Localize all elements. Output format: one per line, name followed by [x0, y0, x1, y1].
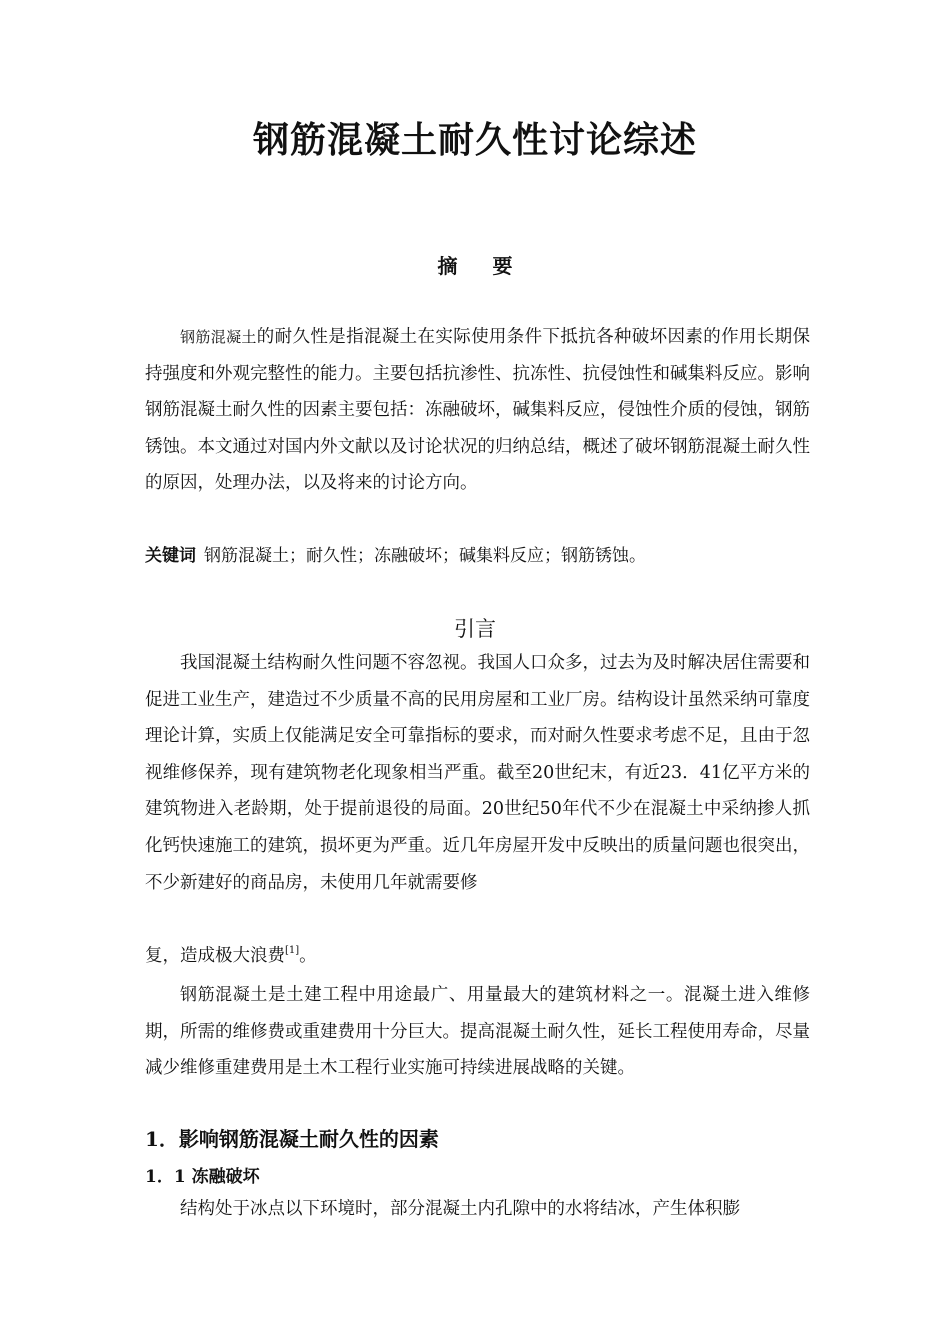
- citation-ref: [1]: [285, 945, 300, 956]
- intro-para2-text: 是土建工程中用途最广、用量最大的建筑材料之一。混凝土进入维修期，所需的维修费或重建费用十分巨大。提高混凝土耐久性，延长工程使用寿命，尽量减少维修重建费用是土木工程行业实施可持续进展战略的关键。: [145, 985, 811, 1079]
- abstract-paragraph: [145, 319, 810, 502]
- intro-paragraph-2: [145, 977, 810, 1087]
- section-1-1-heading: 1．1 冻融破坏: [145, 1167, 260, 1187]
- intro-tail-end: 。: [299, 946, 317, 966]
- section-1-heading: 1．影响钢筋混凝土耐久性的因素: [145, 1127, 439, 1151]
- intro-tail-line: [145, 942, 317, 967]
- abstract-text: 的耐久性是指混凝土在实际使用条件下抵抗各种破坏因素的作用长期保持强度和外观完整性的能力。主要包括抗渗性、抗冻性、抗侵蚀性和碱集料反应。影响钢筋混凝土耐久性的因素主要包括：冻融破坏，碱集料反应，侵蚀性介质的侵蚀，钢筋锈蚀。本文通过对国内外文献以及讨论状况的归纳总结，概述了破坏钢筋混凝土耐久性的原因，处理办法，以及将来的讨论方向。: [145, 327, 810, 494]
- keywords-line: [145, 541, 810, 566]
- section-1-1-paragraph: 结构处于冰点以下环境时，部分混凝土内孔隙中的水将结冰，产生体积膨: [180, 1199, 740, 1219]
- abstract-heading: 摘 要: [437, 254, 513, 278]
- document-title: 钢筋混凝土耐久性讨论综述: [252, 119, 697, 161]
- intro-paragraph-1: 我国混凝土结构耐久性问题不容忽视。我国人口众多，过去为及时解决居住需要和促进工业生产，建造过不少质量不高的民用房屋和工业厂房。结构设计虽然采纳可靠度理论计算，实质上仅能满足安全可靠指标的要求，而对耐久性要求考虑不足，且由于忽视维修保养，现有建筑物老化现象相当严重。截至20世纪末，有近23．41亿平方米的建筑物进入老龄期，处于提前退役的局面。20世纪50年代不少在混凝土中采纳掺人抓化钙快速施工的建筑，损坏更为严重。近几年房屋开发中反映出的质量问题也很突出，不少新建好的商品房，未使用几年就需要修: [145, 653, 810, 893]
- intro-tail-text: 复，造成极大浪费: [145, 946, 285, 966]
- keywords-label: 关键词: [145, 546, 196, 566]
- intro-heading: 引言: [454, 617, 496, 641]
- intro-para2-lead: 钢筋混凝土: [180, 985, 268, 1005]
- keywords-text: 钢筋混凝土；耐久性；冻融破坏；碱集料反应；钢筋锈蚀。: [204, 546, 646, 566]
- abstract-lead: 钢筋混凝土: [180, 328, 257, 346]
